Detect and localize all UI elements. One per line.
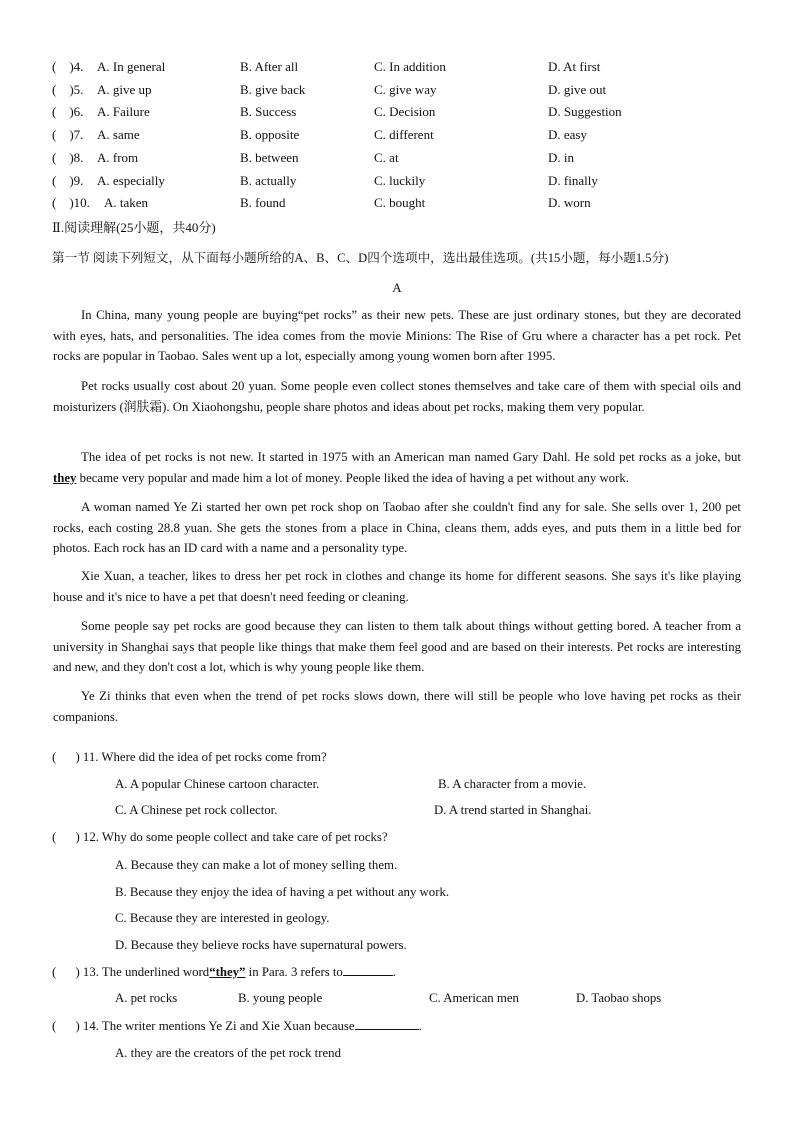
paragraph-5: Xie Xuan, a teacher, likes to dress her pet rock in clothes and change its home for different seasons. She says it's like playing house and it's nice to have a pet that doesn't need feeding or cleaning. bbox=[53, 569, 741, 604]
cloze-row bbox=[0, 81, 794, 99]
cloze-option-d: D. Suggestion bbox=[548, 104, 622, 120]
question-11-option-d: D. A trend started in Shanghai. bbox=[434, 803, 592, 817]
question-12-stem: ( ) 12. Why do some people collect and take care of pet rocks? bbox=[52, 830, 388, 844]
cloze-row bbox=[0, 126, 794, 144]
question-13-underlined-word: “they” bbox=[209, 965, 246, 979]
cloze-option-a: A. especially bbox=[97, 172, 165, 188]
underlined-word-they: they bbox=[53, 470, 77, 485]
question-13-option-b: B. young people bbox=[238, 991, 323, 1005]
cloze-option-a: A. give up bbox=[97, 81, 152, 97]
cloze-option-c: C. different bbox=[374, 127, 434, 143]
cloze-option-a: A. In general bbox=[97, 59, 166, 74]
section-2-title: Ⅱ.阅读理解(25小题，共40分) bbox=[52, 220, 216, 235]
cloze-option-b: B. Success bbox=[240, 104, 297, 120]
question-12-option-c: C. Because they are interested in geology. bbox=[115, 911, 330, 925]
cloze-option-c: C. In addition bbox=[374, 59, 446, 74]
question-14-stem-text: ( ) 14. The writer mentions Ye Zi and Xie Xuan because bbox=[52, 1019, 355, 1033]
paragraph-3-text-b: became very popular and made him a lot of money. People liked the idea of having a pet without any work. bbox=[76, 470, 629, 485]
cloze-item-number: ( )9. bbox=[52, 172, 84, 188]
cloze-item-number: ( )4. bbox=[52, 59, 84, 74]
cloze-item-number: ( )10. bbox=[52, 195, 90, 211]
cloze-option-c: C. Decision bbox=[374, 104, 436, 120]
question-11-option-b: B. A character from a movie. bbox=[438, 777, 587, 791]
question-13-stem: ( ) 13. The underlined word“they” in Para. 3 refers to . bbox=[52, 965, 397, 979]
cloze-option-a: A. same bbox=[97, 127, 140, 143]
cloze-option-d: D. finally bbox=[548, 172, 598, 188]
cloze-option-c: C. at bbox=[374, 149, 399, 165]
answer-blank bbox=[355, 1017, 419, 1030]
question-13-stem-text-b: in Para. 3 refers to bbox=[245, 965, 343, 979]
cloze-row bbox=[0, 103, 794, 121]
cloze-option-d: D. At first bbox=[548, 59, 601, 74]
cloze-option-a: A. Failure bbox=[97, 104, 150, 120]
paragraph-3 bbox=[53, 447, 741, 488]
paragraph-7: Ye Zi thinks that even when the trend of pet rocks slows down, there will still be people who love having pet rocks as their companions. bbox=[53, 689, 741, 724]
cloze-item-number: ( )7. bbox=[52, 127, 84, 143]
paragraph-2: Pet rocks usually cost about 20 yuan. Some people even collect stones themselves and take care of them with special oils and moisturizers (润肤霜). On Xiaohongshu, people share photos and ideas about pet rocks, making them very popular. bbox=[53, 379, 741, 414]
question-14-stem: ( ) 14. The writer mentions Ye Zi and Xie Xuan because . bbox=[52, 1019, 422, 1033]
question-11-stem: ( ) 11. Where did the idea of pet rocks come from? bbox=[52, 750, 327, 764]
cloze-option-b: B. found bbox=[240, 195, 286, 211]
answer-blank bbox=[343, 963, 393, 976]
cloze-option-b: B. between bbox=[240, 149, 299, 165]
question-14-option-a: A. they are the creators of the pet rock trend bbox=[115, 1046, 341, 1060]
question-12-option-d: D. Because they believe rocks have supernatural powers. bbox=[115, 938, 407, 952]
question-12-option-a: A. Because they can make a lot of money selling them. bbox=[115, 858, 398, 872]
cloze-option-d: D. in bbox=[548, 149, 574, 165]
question-13-option-d: D. Taobao shops bbox=[576, 991, 662, 1005]
paragraph-3-text-a: The idea of pet rocks is not new. It started in 1975 with an American man named Gary Dahl. He sold pet rocks as a joke, but bbox=[81, 450, 741, 464]
question-11-option-c: C. A Chinese pet rock collector. bbox=[115, 803, 278, 817]
cloze-option-b: B. After all bbox=[240, 59, 299, 74]
cloze-option-c: C. bought bbox=[374, 195, 426, 211]
cloze-row bbox=[0, 172, 794, 190]
question-13-option-a: A. pet rocks bbox=[115, 991, 178, 1005]
passage-label: A bbox=[392, 280, 402, 295]
cloze-option-a: A. from bbox=[97, 149, 139, 165]
question-12-option-b: B. Because they enjoy the idea of having a pet without any work. bbox=[115, 885, 450, 899]
question-13-stem-text-a: ( ) 13. The underlined word bbox=[52, 965, 210, 979]
cloze-item-number: ( )6. bbox=[52, 104, 84, 120]
cloze-option-b: B. give back bbox=[240, 81, 306, 97]
cloze-option-b: B. actually bbox=[240, 172, 297, 188]
cloze-option-d: D. give out bbox=[548, 81, 607, 97]
cloze-option-d: D. worn bbox=[548, 195, 591, 211]
cloze-row bbox=[0, 58, 794, 76]
cloze-item-number: ( )8. bbox=[52, 149, 84, 165]
paragraph-6: Some people say pet rocks are good because they can listen to them talk about things without getting bored. A teacher from a university in Shanghai says that people like things that make them feel good and are based on their interests. Pet rocks are interesting and new, and they don't cost a lot, which is why young people like them. bbox=[53, 619, 741, 675]
cloze-option-a: A. taken bbox=[104, 195, 149, 211]
cloze-option-c: C. give way bbox=[374, 81, 437, 97]
cloze-row bbox=[0, 149, 794, 167]
cloze-row bbox=[0, 194, 794, 212]
question-11-option-a: A. A popular Chinese cartoon character. bbox=[115, 777, 320, 791]
question-13-option-c: C. American men bbox=[429, 991, 519, 1005]
paragraph-4: A woman named Ye Zi started her own pet rock shop on Taobao after she couldn't find any for sale. She sells over 1, 200 pet rocks, each costing 28.8 yuan. She gets the stones from a place in China, cleans them, adds eyes, and puts them in a little bed for photos. Each rock has an ID card with a name and a personality type. bbox=[53, 500, 741, 556]
cloze-option-d: D. easy bbox=[548, 127, 587, 143]
cloze-item-number: ( )5. bbox=[52, 81, 84, 97]
cloze-option-c: C. luckily bbox=[374, 172, 426, 188]
section-2-instructions: 第一节 阅读下列短文，从下面每小题所给的A、B、C、D四个选项中，选出最佳选项。(共15小题，每小题1.5分) bbox=[52, 251, 669, 265]
cloze-option-b: B. opposite bbox=[240, 127, 300, 143]
paragraph-1: In China, many young people are buying“pet rocks” as their new pets. These are just ordinary stones, but they are decorated with eyes, hats, and personalities. The idea comes from the movie Minions: The Rise of Gru where a character has a pet rock. Pet rocks are popular in Taobao. Sales went up a lot, especially among young women born after 1995. bbox=[53, 308, 741, 364]
